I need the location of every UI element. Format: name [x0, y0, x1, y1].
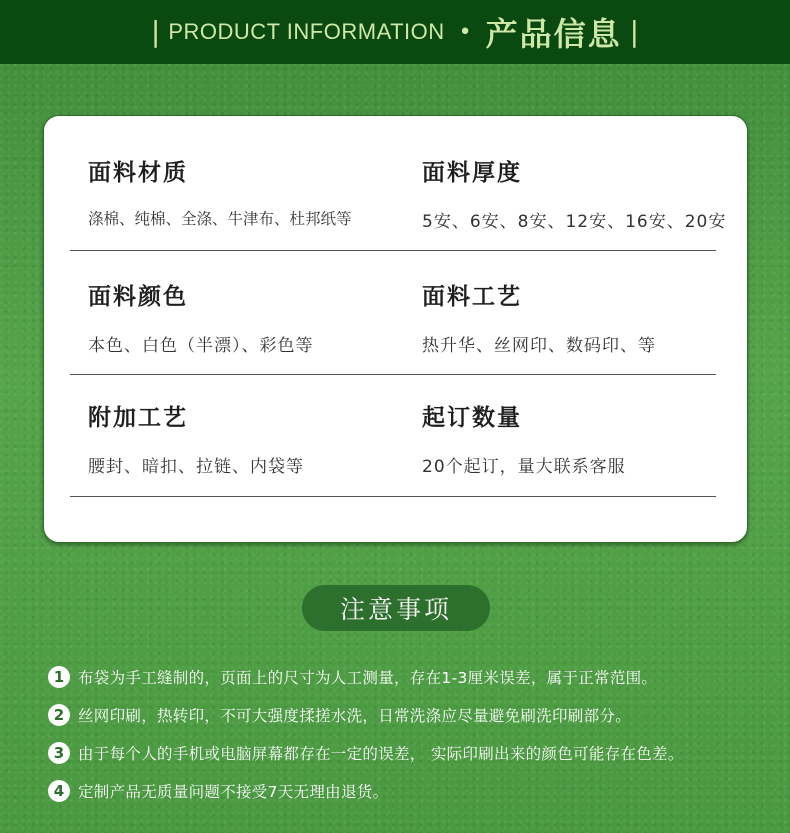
- header-left-bar: |: [150, 15, 161, 48]
- spec-fabric-thickness: [422, 154, 726, 232]
- divider: [70, 374, 716, 375]
- number-badge: 1: [48, 666, 70, 688]
- notice-item: [48, 772, 788, 810]
- spec-fabric-material: [88, 154, 352, 229]
- spec-label: 面料材质: [88, 160, 188, 186]
- spec-label: 附加工艺: [88, 405, 188, 431]
- header-dot: •: [458, 19, 472, 45]
- spec-label: 面料工艺: [422, 284, 522, 310]
- spec-label: 面料颜色: [88, 284, 188, 310]
- header-right-bar: |: [629, 15, 640, 48]
- divider: [70, 250, 716, 251]
- notice-text: 定制产品无质量问题不接受7天无理由退货。: [78, 783, 389, 801]
- spec-fabric-process: [422, 278, 656, 356]
- notice-text: 丝网印刷，热转印，不可大强度揉搓水洗，日常洗涤应尽量避免刷洗印刷部分。: [78, 707, 632, 725]
- number-badge: 4: [48, 780, 70, 802]
- product-info-card: [43, 115, 748, 543]
- notice-list: [48, 658, 788, 810]
- notice-item: [48, 658, 788, 696]
- notice-item: [48, 696, 788, 734]
- number-badge: 2: [48, 704, 70, 726]
- notice-title: 注意事项: [302, 585, 490, 631]
- notice-item: [48, 734, 788, 772]
- notice-text: 布袋为手工缝制的，页面上的尺寸为人工测量，存在1-3厘米误差，属于正常范围。: [78, 669, 658, 687]
- spec-value: 涤棉、纯棉、全涤、牛津布、杜邦纸等: [88, 210, 352, 228]
- number-badge: 3: [48, 742, 70, 764]
- spec-value: 热升华、丝网印、数码印、等: [422, 336, 656, 356]
- divider: [70, 496, 716, 497]
- spec-value: 本色、白色（半漂）、彩色等: [88, 336, 314, 356]
- spec-value: 腰封、暗扣、拉链、内袋等: [88, 457, 304, 477]
- spec-label: 面料厚度: [422, 160, 522, 186]
- spec-value: 20个起订，量大联系客服: [422, 457, 626, 477]
- spec-min-order: [422, 399, 626, 477]
- spec-extra-process: [88, 399, 304, 477]
- spec-label: 起订数量: [422, 405, 522, 431]
- notice-text: 由于每个人的手机或电脑屏幕都存在一定的误差， 实际印刷出来的颜色可能存在色差。: [78, 745, 684, 763]
- spec-value: 5安、6安、8安、12安、16安、20安: [422, 212, 727, 232]
- header-banner: [0, 0, 790, 64]
- header-chinese-title: 产品信息: [485, 15, 622, 53]
- spec-fabric-color: [88, 278, 314, 356]
- header-english-title: PRODUCT INFORMATION: [168, 19, 445, 44]
